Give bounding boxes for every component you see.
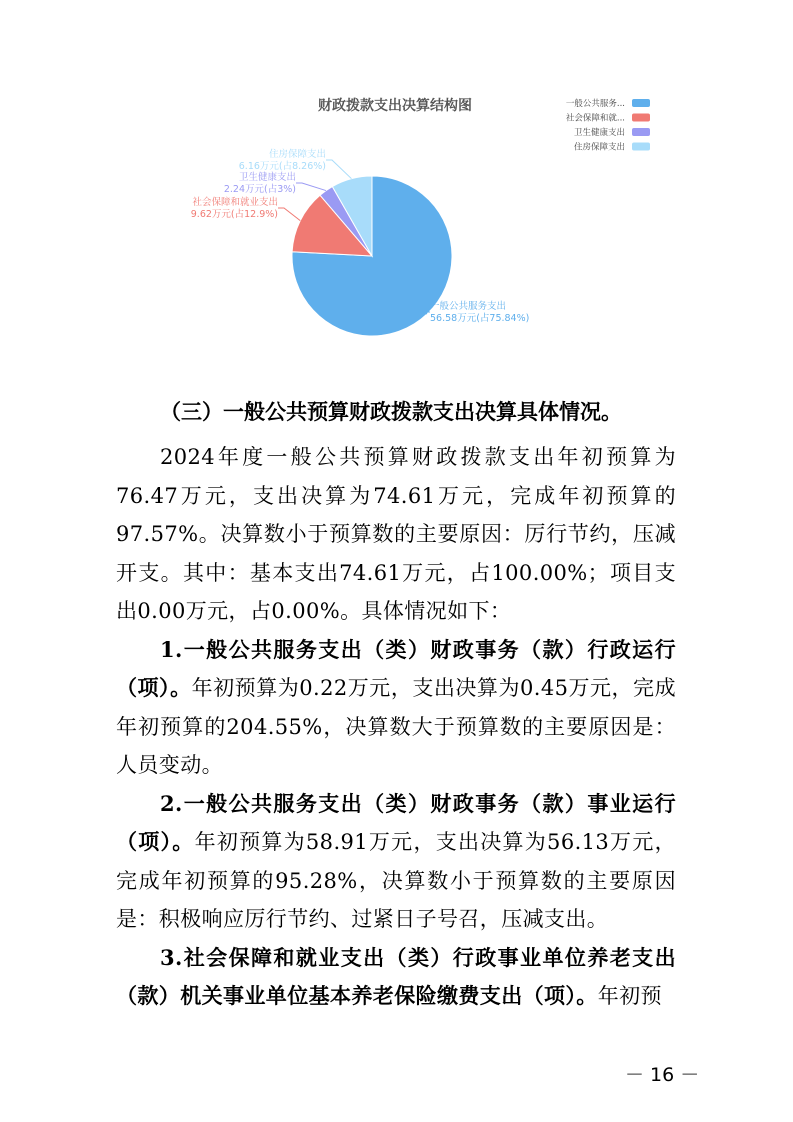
item-title-3: 3.社会保障和就业支出（类）行政事业单位养老支出（款）机关事业单位基本养老保险缴费支出（项）。: [116, 944, 676, 1008]
legend-swatch-1: [632, 99, 650, 107]
intro-paragraph: 2024年度一般公共预算财政拨款支出年初预算为76.47万元，支出决算为74.61万元，完成年初预算的97.57%。决算数小于预算数的主要原因：厉行节约，压减开支。其中：基本支出74.61万元，占100.00%；项目支出0.00万元，占0.00%。具体情况如下：: [116, 445, 676, 623]
item-paragraph-3: [116, 939, 676, 1016]
slice-label-3-1: 卫生健康支出: [238, 172, 296, 183]
legend-label-4: 住房保障支出: [573, 142, 625, 153]
item-paragraph-1: [116, 631, 676, 785]
item-paragraph-2: [116, 785, 676, 939]
slice-label-2-2: 9.62万元(占12.9%): [190, 209, 278, 220]
item-title-1: 1.一般公共服务支出（类）财政事务（款）行政运行（项）。: [116, 636, 676, 700]
chart-title: 财政拨款支出决算结构图: [318, 98, 472, 114]
legend-label-1: 一般公共服务...: [565, 99, 625, 109]
item-text-3: 年初预: [597, 984, 662, 1008]
legend-label-2: 社会保障和就...: [565, 113, 625, 124]
legend-swatch-4: [632, 143, 650, 151]
slice-label-2-1: 社会保障和就业支出: [192, 197, 278, 208]
legend-swatch-3: [632, 128, 650, 136]
slice-label-1-2: 56.58万元(占75.84%): [430, 313, 530, 324]
legend-label-3: 卫生健康支出: [573, 128, 625, 138]
legend-swatch-2: [632, 114, 650, 122]
item-text-2: 年初预算为58.91万元，支出决算为56.13万元，完成年初预算的95.28%，决算数小于预算数的主要原因是：积极响应厉行节约、过紧日子号召，压减支出。: [116, 830, 676, 931]
page-number: － 16 －: [625, 1064, 700, 1086]
slice-label-3-2: 2.24万元(占3%): [223, 184, 296, 195]
leader-line-2: [278, 208, 300, 221]
slice-label-4-1: 住房保障支出: [268, 149, 326, 160]
section-heading: （三）一般公共预算财政拨款支出决算具体情况。: [160, 399, 622, 424]
leader-line-4: [326, 160, 351, 179]
expenditure-pie-chart: [0, 0, 793, 380]
slice-label-4-2: 6.16万元(占8.26%): [238, 161, 326, 172]
leader-line-3: [296, 183, 326, 191]
slice-label-1-1: 一般公共服务支出: [430, 301, 507, 312]
item-text-1: 年初预算为0.22万元，支出决算为0.45万元，完成年初预算的204.55%，决算数大于预算数的主要原因是：人员变动。: [116, 676, 676, 777]
item-title-2: 2.一般公共服务支出（类）财政事务（款）事业运行（项）。: [116, 790, 676, 854]
body-content: [116, 438, 676, 1016]
